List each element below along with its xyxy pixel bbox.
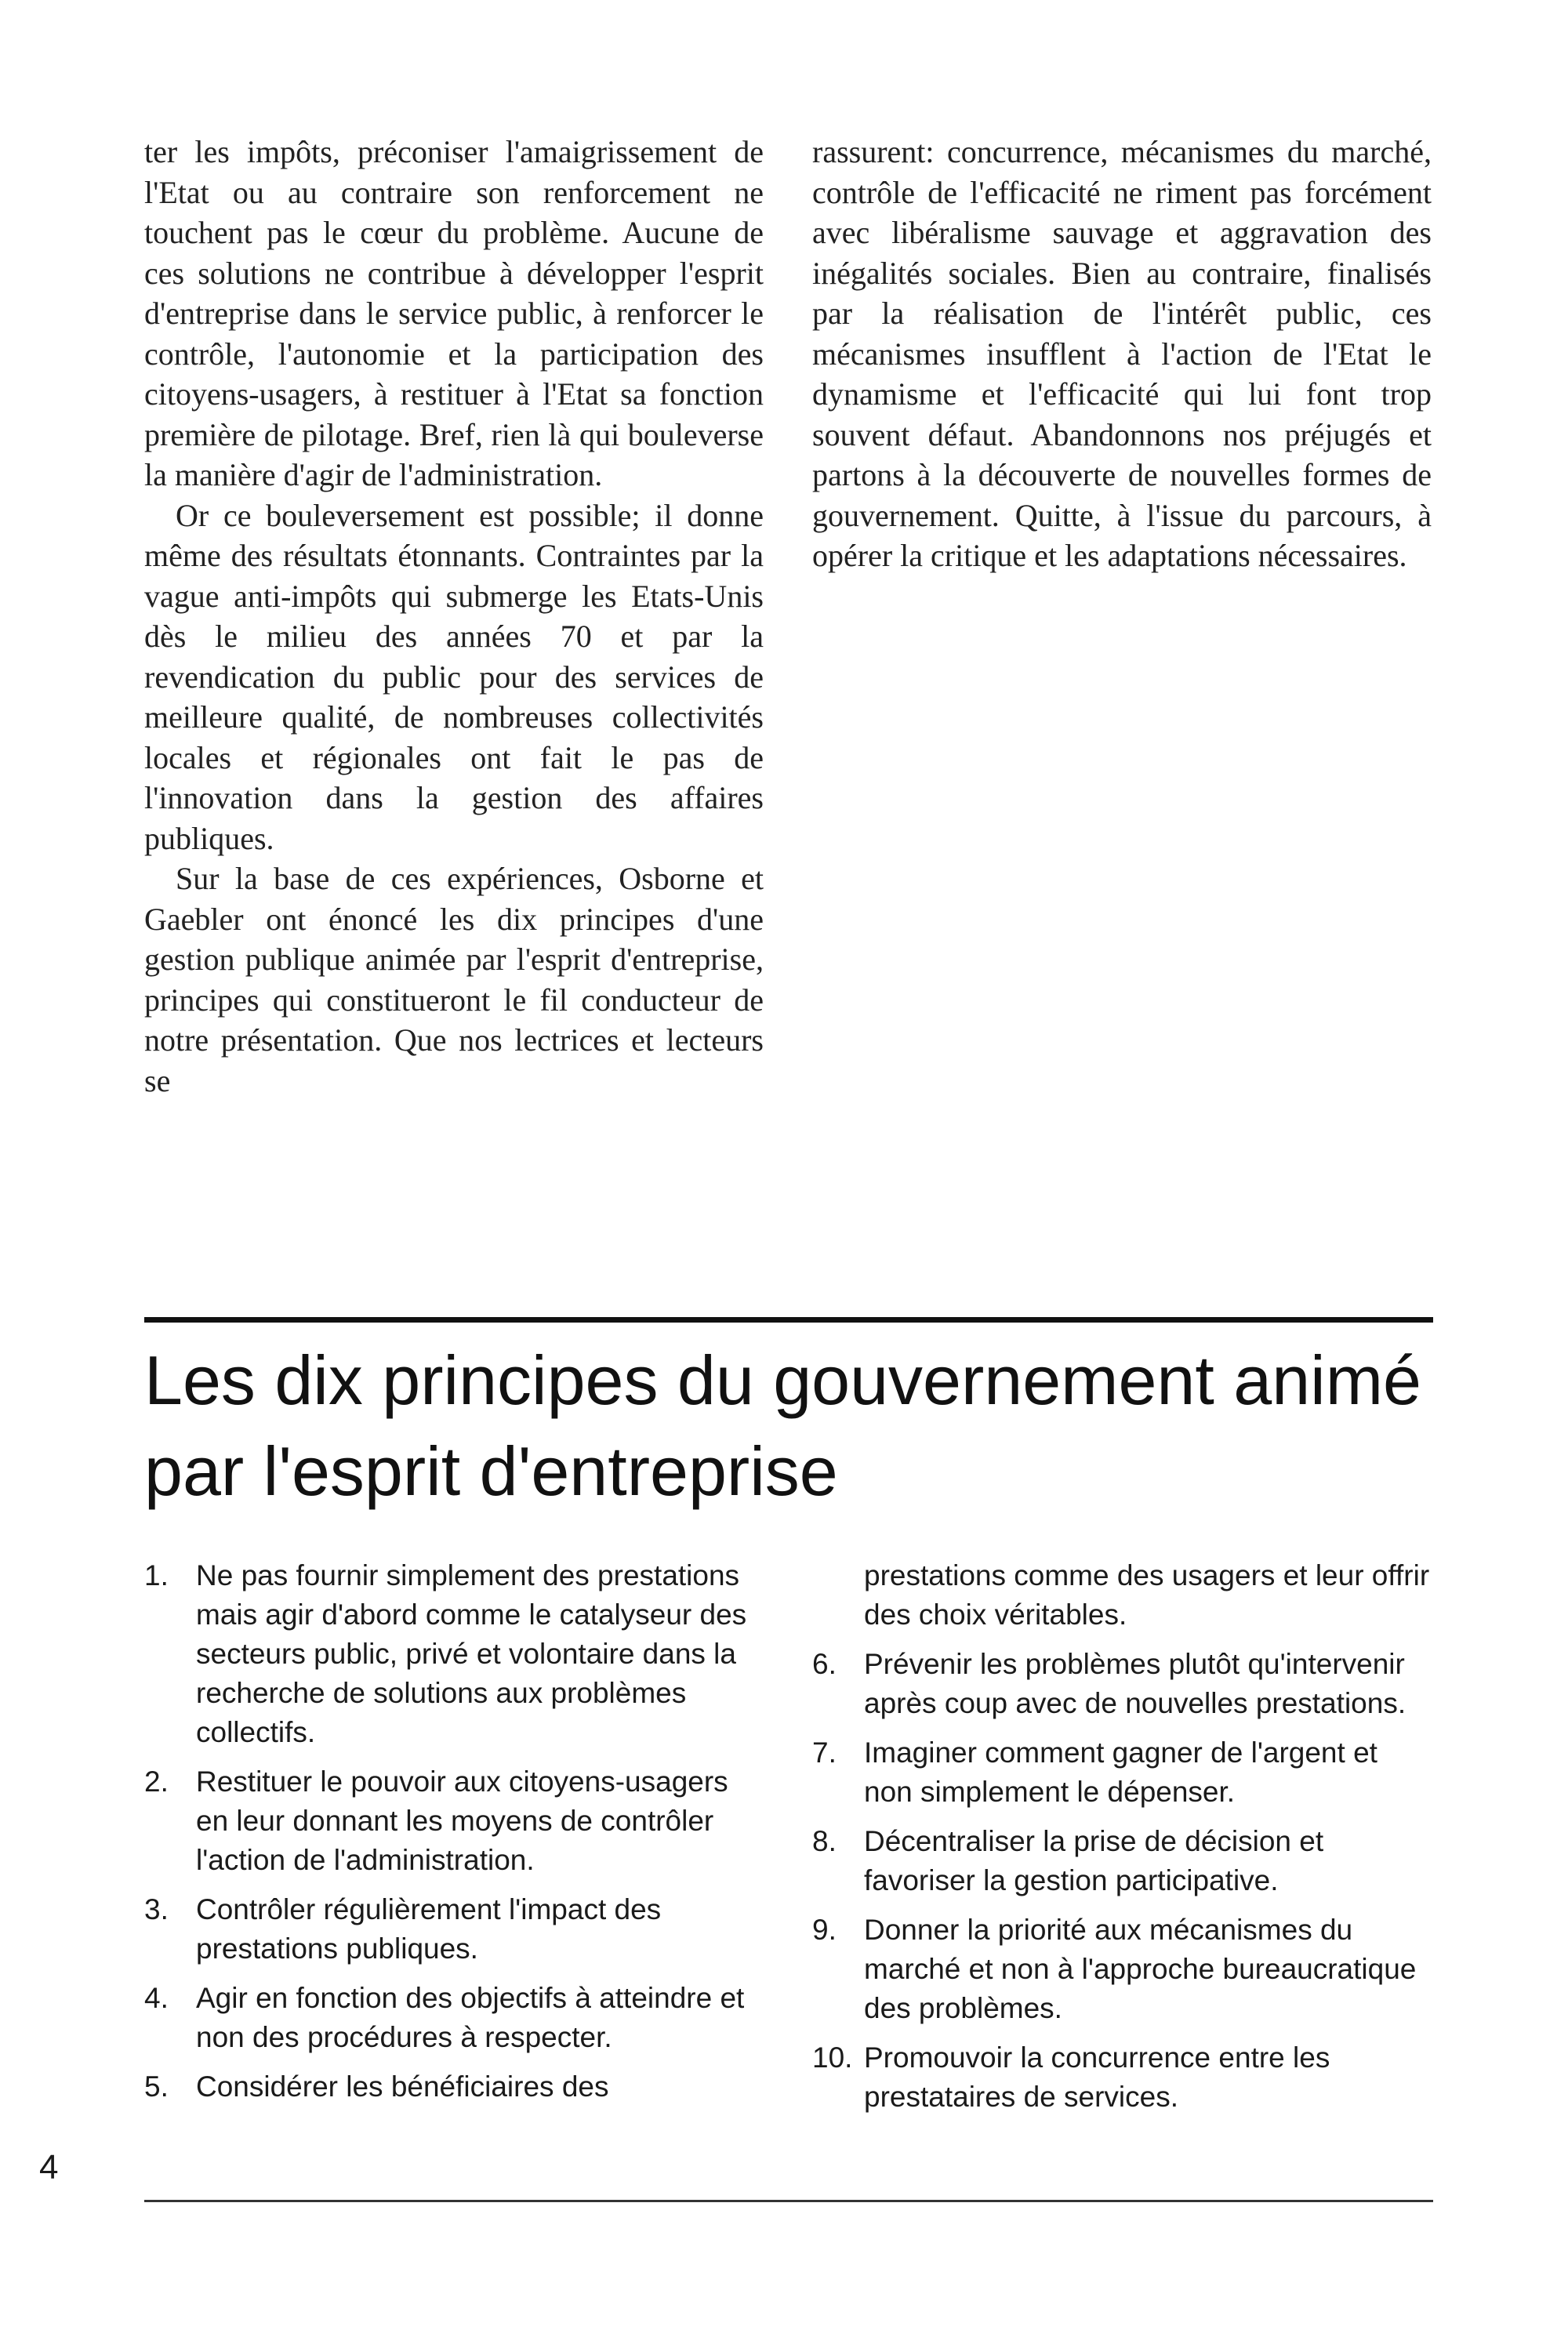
body-column-right — [812, 132, 1432, 576]
principle-text: Ne pas fournir simplement des prestations mais agir d'abord comme le catalyseur des secteurs public, privé et volontaire dans la recherche de solutions aux problèmes collectifs. — [196, 1559, 747, 1748]
principle-text: Considérer les bénéficiaires des — [196, 2070, 609, 2103]
principles-list-left — [144, 1556, 764, 2117]
section-title: Les dix principes du gouvernement animé par l'esprit d'entreprise — [144, 1341, 1421, 1510]
body-column-left — [144, 132, 764, 1101]
principle-text: Promouvoir la concurrence entre les prestataires de services. — [864, 2041, 1330, 2113]
principle-item — [812, 1911, 1432, 2028]
principle-number: 4. — [144, 1982, 169, 2014]
principle-item — [812, 2038, 1432, 2117]
principle-text: Imaginer comment gagner de l'argent et non simplement le dépenser. — [864, 1737, 1377, 1808]
body-paragraph: rassurent: concurrence, mécanismes du marché, contrôle de l'efficacité ne riment pas forcément avec libéralisme sauvage et aggravation des inégalités sociales. Bien au contraire, finalisés par la réalisation de l'intérêt public, ces mécanismes insufflent à l'action de l'Etat le dynamisme et l'efficacité qui lui font trop souvent défaut. Abandonnons nos préjugés et partons à la découverte de nouvelles formes de gouvernement. Quitte, à l'issue du parcours, à opérer la critique et les adaptations nécessaires. — [812, 134, 1432, 573]
principle-number: 2. — [144, 1766, 169, 1798]
principle-item — [144, 1890, 764, 1969]
principle-text: Décentraliser la prise de décision et favoriser la gestion participative. — [864, 1825, 1324, 1896]
principle-number: 7. — [812, 1737, 837, 1769]
principle-number: 3. — [144, 1893, 169, 1925]
principle-item — [144, 1762, 764, 1880]
principle-number: 10. — [812, 2041, 853, 2074]
principle-text: Contrôler régulièrement l'impact des prestations publiques. — [196, 1893, 662, 1965]
body-paragraph: ter les impôts, préconiser l'amaigrissement de l'Etat ou au contraire son renforcement ne touchent pas le cœur du problème. Aucune de ces solutions ne contribue à développer l'esprit d'entreprise dans le service public, à renforcer le contrôle, l'autonomie et la participation des citoyens-usagers, à restituer à l'Etat sa fonction première de pilotage. Bref, rien là qui bouleverse la manière d'agir de l'administration. — [144, 134, 764, 492]
principle-item — [144, 2067, 764, 2107]
principle-text: Donner la priorité aux mécanismes du marché et non à l'approche bureaucratique des problèmes. — [864, 1914, 1417, 2024]
principle-text: Agir en fonction des objectifs à atteindre et non des procédures à respecter. — [196, 1982, 745, 2053]
principle-text: prestations comme des usagers et leur offrir des choix véritables. — [864, 1559, 1430, 1631]
principle-number: 5. — [144, 2070, 169, 2103]
principles-list-right — [812, 1556, 1432, 2127]
principle-item-continued — [812, 1556, 1432, 1635]
section-divider-bottom — [144, 2200, 1433, 2202]
body-paragraph: Sur la base de ces expériences, Osborne et Gaebler ont énoncé les dix principes d'une gestion publique animée par l'esprit d'entreprise, principes qui constitueront le fil conducteur de notre présentation. Que nos lectrices et lecteurs se — [144, 861, 764, 1098]
principle-item — [812, 1645, 1432, 1723]
principle-number: 9. — [812, 1914, 837, 1946]
section-divider-top — [144, 1317, 1433, 1323]
principle-number: 6. — [812, 1648, 837, 1680]
principle-number: 1. — [144, 1559, 169, 1591]
principle-item — [812, 1733, 1432, 1812]
principle-text: Prévenir les problèmes plutôt qu'intervenir après coup avec de nouvelles prestations. — [864, 1648, 1406, 1719]
page-number: 4 — [39, 2148, 59, 2187]
principle-item — [144, 1556, 764, 1752]
principle-item — [812, 1822, 1432, 1900]
principle-item — [144, 1979, 764, 2057]
principle-text: Restituer le pouvoir aux citoyens-usagers en leur donnant les moyens de contrôler l'action de l'administration. — [196, 1766, 728, 1876]
body-paragraph: Or ce bouleversement est possible; il donne même des résultats étonnants. Contraintes par la vague anti-impôts qui submerge les Etats-Unis dès le milieu des années 70 et par la revendication du public pour des services de meilleure qualité, de nombreuses collectivités locales et régionales ont fait le pas de l'innovation dans la gestion des affaires publiques. — [144, 497, 764, 856]
principle-number: 8. — [812, 1825, 837, 1857]
